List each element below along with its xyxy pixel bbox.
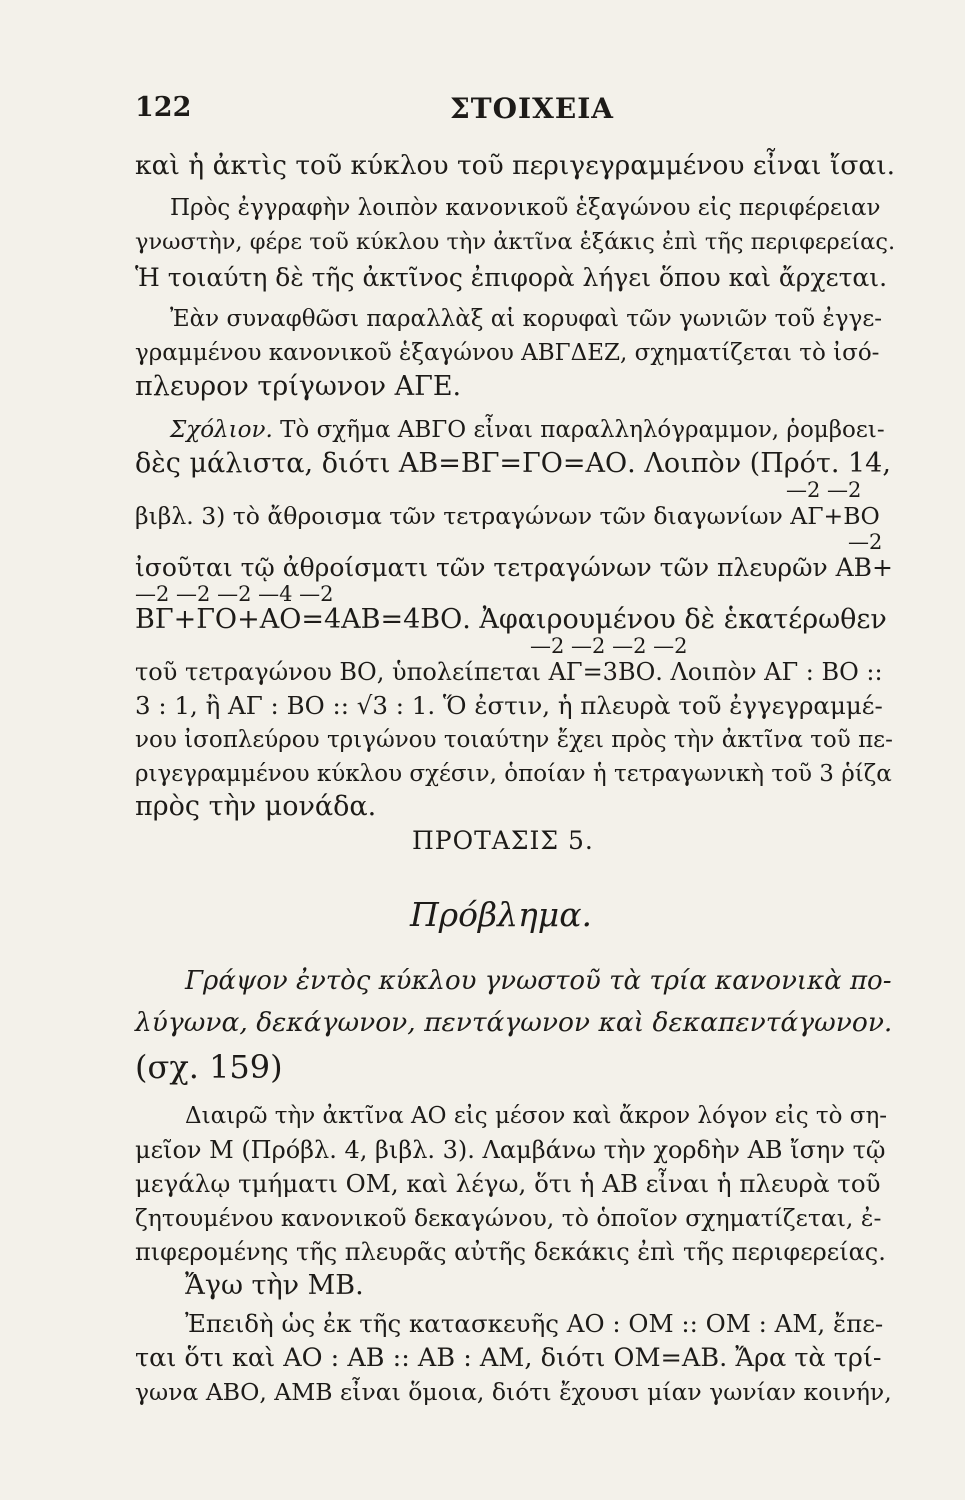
problem-heading: Πρόβλημα.	[410, 895, 593, 934]
text-line: Ἐὰν συναφθῶσι παραλλὰξ αἱ κορυφαὶ τῶν γωνιῶν τοῦ ἐγγε-	[170, 306, 883, 332]
text-line: Πρὸς ἐγγραφὴν λοιπὸν κανονικοῦ ἑξαγώνου εἰς περιφέρειαν	[170, 195, 881, 221]
text-line: γραμμένου κανονικοῦ ἑξαγώνου ΑΒΓΔΕΖ, σχηματίζεται τὸ ἰσό-	[135, 340, 880, 366]
solution-line: ται ὅτι καὶ ΑΟ : ΑΒ :: ΑΒ : ΑΜ, διότι ΟΜ=ΑΒ. Ἄρα τὰ τρί-	[135, 1343, 882, 1373]
solution-line: Ἐπειδὴ ὡς ἐκ τῆς κατασκευῆς ΑΟ : ΟΜ :: ΟΜ : ΑΜ, ἔπε-	[185, 1309, 884, 1338]
figure-reference: (σχ. 159)	[135, 1048, 283, 1086]
scholion-line: βιβλ. 3) τὸ ἄθροισμα τῶν τετραγώνων τῶν διαγωνίων ΑΓ+ΒΟ	[135, 502, 880, 530]
solution-line: πιφερομένης τῆς πλευρᾶς αὐτῆς δεκάκις ἐπὶ τῆς περιφερείας.	[135, 1238, 886, 1266]
solution-line: μεῖον Μ (Πρόβλ. 4, βιβλ. 3). Λαμβάνω τὴν χορδὴν ΑΒ ἴσην τῷ	[135, 1136, 886, 1164]
overline-marks: —2 —2 —2 —4 —2	[135, 582, 334, 606]
solution-line: μεγάλῳ τμήματι ΟΜ, καὶ λέγω, ὅτι ἡ ΑΒ εἶναι ἡ πλευρὰ τοῦ	[135, 1169, 881, 1198]
scholion-line: πρὸς τὴν μονάδα.	[135, 791, 377, 822]
scholion-text: Τὸ σχῆμα ΑΒΓΟ εἶναι παραλληλόγραμμον, ῥομβοει-	[280, 417, 885, 443]
overline-marks: —2 —2	[786, 478, 862, 502]
scholion-line: νου ἰσοπλεύρου τριγώνου τοιαύτην ἔχει πρὸς τὴν ἀκτῖνα τοῦ πε-	[135, 727, 893, 753]
solution-line: ζητουμένου κανονικοῦ δεκαγώνου, τὸ ὁποῖον σχηματίζεται, ἐ-	[135, 1204, 882, 1232]
scholion-label: Σχόλιον.	[170, 417, 273, 443]
page-number: 122	[135, 92, 192, 123]
scholion-line: δὲς μάλιστα, διότι ΑΒ=ΒΓ=ΓΟ=ΑΟ. Λοιπὸν (Πρότ. 14,	[135, 448, 891, 479]
running-title: ΣΤΟΙΧΕΙΑ	[450, 92, 615, 125]
solution-line: Ἄγω τὴν ΜΒ.	[185, 1270, 364, 1301]
scholion-line: ἰσοῦται τῷ ἀθροίσματι τῶν τετραγώνων τῶν πλευρῶν ΑΒ+	[135, 553, 893, 582]
scholion-line	[170, 414, 885, 446]
solution-line: Διαιρῶ τὴν ἀκτῖνα ΑΟ εἰς μέσον καὶ ἄκρον λόγον εἰς τὸ ση-	[185, 1103, 888, 1129]
problem-line: λύγωνα, δεκάγωνον, πεντάγωνον καὶ δεκαπεντάγωνον.	[135, 1007, 893, 1038]
solution-line: γωνα ΑΒΟ, ΑΜΒ εἶναι ὅμοια, διότι ἔχουσι μίαν γωνίαν κοινήν,	[135, 1378, 892, 1406]
text-line: καὶ ἡ ἀκτὶς τοῦ κύκλου τοῦ περιγεγραμμένου εἶναι ἴσαι.	[135, 150, 896, 181]
scholion-line: 3 : 1, ἢ ΑΓ : ΒΟ :: √3 : 1. Ὅ ἐστιν, ἡ πλευρὰ τοῦ ἐγγεγραμμέ-	[135, 691, 883, 720]
text-line: γνωστὴν, φέρε τοῦ κύκλου τὴν ἀκτῖνα ἑξάκις ἐπὶ τῆς περιφερείας.	[135, 229, 896, 255]
text-line: Ἡ τοιαύτη δὲ τῆς ἀκτῖνος ἐπιφορὰ λήγει ὅπου καὶ ἄρχεται.	[135, 263, 888, 292]
overline-marks: —2	[848, 530, 883, 554]
scholion-line: τοῦ τετραγώνου ΒΟ, ὑπολείπεται ΑΓ=3ΒΟ. Λοιπὸν ΑΓ : ΒΟ ::	[135, 658, 883, 686]
scholion-line: ΒΓ+ΓΟ+ΑΟ=4ΑΒ=4ΒΟ. Ἀφαιρουμένου δὲ ἑκατέρωθεν	[135, 604, 887, 635]
problem-line: Γράψον ἐντὸς κύκλου γνωστοῦ τὰ τρία κανονικὰ πο-	[185, 966, 892, 996]
scholion-line: ριγεγραμμένου κύκλου σχέσιν, ὁποίαν ἡ τετραγωνικὴ τοῦ 3 ῥίζα	[135, 761, 892, 787]
text-line: πλευρον τρίγωνον ΑΓΕ.	[135, 371, 462, 402]
proposition-heading: ΠΡΟΤΑΣΙΣ 5.	[412, 826, 594, 855]
overline-marks: —2 —2 —2 —2	[530, 634, 688, 658]
